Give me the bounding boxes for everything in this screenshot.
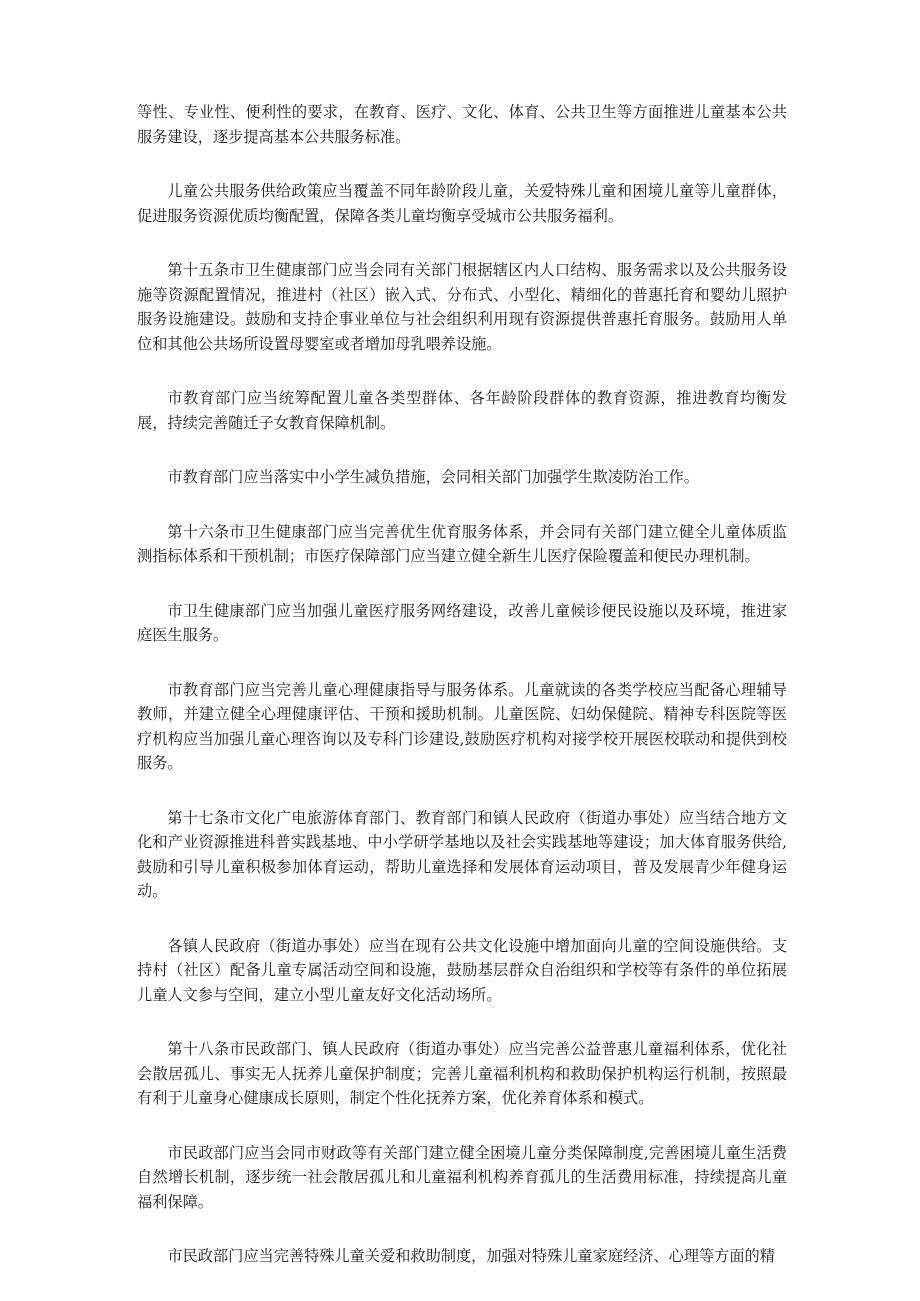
paragraph: 市教育部门应当完善儿童心理健康指导与服务体系。儿童就读的各类学校应当配备心理辅导教师，并建立健全心理健康评估、干预和援助机制。儿童医院、妇幼保健院、精神专科医院等医疗机构应当加强儿童心理咨询以及专科门诊建设,鼓励医疗机构对接学校开展医校联动和提供到校服务。 [137, 680, 787, 772]
document-page [137, 100, 787, 1269]
article-15-paragraph: 第十五条市卫生健康部门应当会同有关部门根据辖区内人口结构、服务需求以及公共服务设施等资源配置情况，推进村（社区）嵌入式、分布式、小型化、精细化的普惠托育和婴幼儿照护服务设施建设。鼓励和支持企事业单位与社会组织利用现有资源提供普惠托育服务。鼓励用人单位和其他公共场所设置母婴室或者增加母乳喂养设施。 [137, 261, 787, 353]
paragraph: 各镇人民政府（街道办事处）应当在现有公共文化设施中增加面向儿童的空间设施供给。支持村（社区）配备儿童专属活动空间和设施，鼓励基层群众自治组织和学校等有条件的单位拓展儿童人文参与空间，建立小型儿童友好文化活动场所。 [137, 936, 787, 1004]
article-16-paragraph: 第十六条市卫生健康部门应当完善优生优育服务体系，并会同有关部门建立健全儿童体质监测指标体系和干预机制；市医疗保障部门应当建立健全新生儿医疗保险覆盖和便民办理机制。 [137, 522, 787, 565]
paragraph: 市卫生健康部门应当加强儿童医疗服务网络建设，改善儿童候诊便民设施以及环境，推进家庭医生服务。 [137, 601, 787, 644]
paragraph: 市教育部门应当落实中小学生减负措施，会同相关部门加强学生欺凌防治工作。 [167, 468, 699, 486]
paragraph: 市民政部门应当会同市财政等有关部门建立健全困境儿童分类保障制度,完善困境儿童生活费自然增长机制，逐步统一社会散居孤儿和儿童福利机构养育孤儿的生活费用标准，持续提高儿童福利保障。 [137, 1143, 787, 1211]
article-17-paragraph: 第十七条市文化广电旅游体育部门、教育部门和镇人民政府（街道办事处）应当结合地方文化和产业资源推进科普实践基地、中小学研学基地以及社会实践基地等建设；加大体育服务供给,鼓励和引导儿童积极参加体育运动，帮助儿童选择和发展体育运动项目，普及发展青少年健身运动。 [137, 808, 787, 900]
paragraph: 等性、专业性、便利性的要求，在教育、医疗、文化、体育、公共卫生等方面推进儿童基本公共服务建设，逐步提高基本公共服务标准。 [137, 103, 787, 146]
article-18-paragraph: 第十八条市民政部门、镇人民政府（街道办事处）应当完善公益普惠儿童福利体系，优化社会散居孤儿、事实无人抚养儿童保护制度；完善儿童福利机构和救助保护机构运行机制，按照最有利于儿童身心健康成长原则，制定个性化抚养方案，优化养育体系和模式。 [137, 1040, 787, 1107]
paragraph: 市民政部门应当完善特殊儿童关爱和救助制度，加强对特殊儿童家庭经济、心理等方面的精 [167, 1247, 775, 1265]
paragraph: 儿童公共服务供给政策应当覆盖不同年龄阶段儿童，关爱特殊儿童和困境儿童等儿童群体，促进服务资源优质均衡配置，保障各类儿童均衡享受城市公共服务福利。 [137, 182, 787, 225]
paragraph: 市教育部门应当统筹配置儿童各类型群体、各年龄阶段群体的教育资源，推进教育均衡发展，持续完善随迁子女教育保障机制。 [137, 389, 787, 432]
